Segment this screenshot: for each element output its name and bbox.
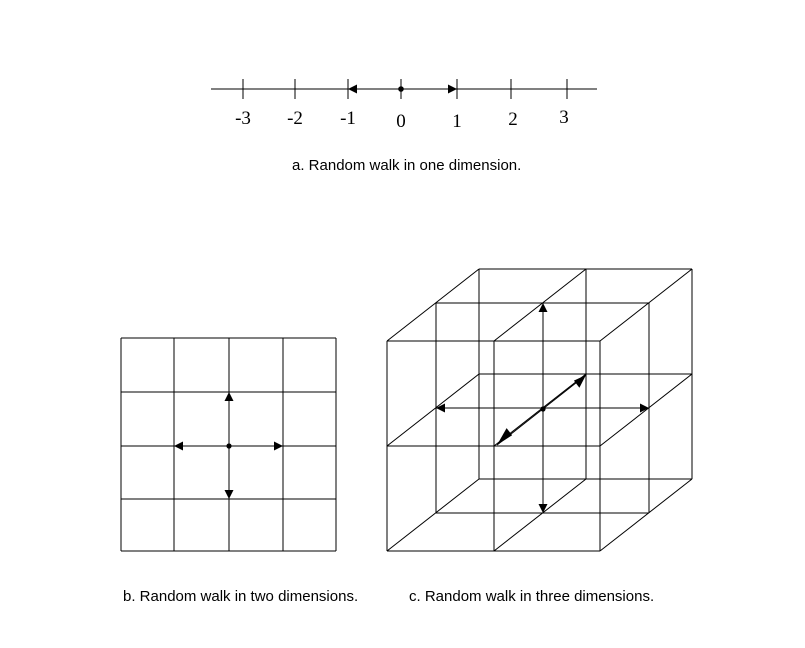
caption-b: b. Random walk in two dimensions.	[123, 588, 359, 605]
caption-c: c. Random walk in three dimensions.	[409, 588, 655, 605]
tick-label: -1	[340, 108, 356, 129]
tick-label: -3	[235, 108, 251, 129]
tick-label: 0	[396, 111, 406, 132]
tick-label: -2	[287, 108, 303, 129]
walk-step-lines	[174, 89, 649, 513]
3d-depth-step-line	[497, 375, 586, 445]
panel-a-one-dimension	[211, 79, 597, 174]
panel-c-three-dimensions	[387, 269, 692, 605]
forward-step-arrowhead	[497, 428, 512, 445]
caption-a: a. Random walk in one dimension.	[292, 157, 522, 174]
panel-b-two-dimensions	[121, 338, 358, 605]
tick-label: 3	[559, 107, 569, 128]
tick-label: 2	[508, 109, 518, 130]
tick-label: 1	[452, 111, 462, 132]
